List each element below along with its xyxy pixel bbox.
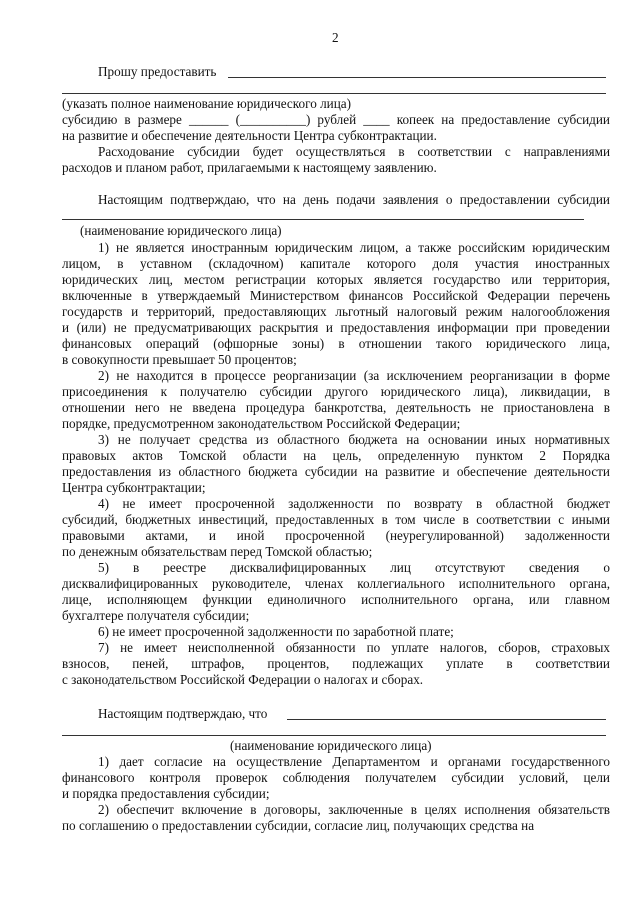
condition-1-line: 1) дает согласие на осуществление Департаментом и органами государственного [98, 754, 610, 769]
confirm1-note: (наименование юридического лица) [80, 223, 282, 238]
request-purpose-line: на развитие и обеспечение деятельности Центра субконтрактации. [62, 128, 437, 143]
condition-1-line: и (или) не предусматривающих раскрытия и предоставления информации при проведении [62, 320, 610, 335]
confirm1-blank [62, 219, 584, 220]
condition-1-line: финансового контроля проверок соблюдения получателем субсидии условий, цели [62, 770, 610, 785]
confirm2-blank [287, 719, 606, 720]
condition-4-line: по денежным обязательствам перед Томской областью; [62, 544, 373, 559]
request-amount-line: субсидию в размере ______ (__________) рублей ____ копеек на предоставление субсидии [62, 112, 610, 127]
confirm2-intro: Настоящим подтверждаю, что [98, 706, 268, 721]
condition-6-line: 6) не имеет просроченной задолженности по заработной плате; [98, 624, 454, 639]
condition-5-line: дисквалифицированных руководителе, членах коллегиального исполнительного органа, [62, 576, 610, 591]
condition-3-line: 3) не получает средства из областного бюджета на основании иных нормативных [98, 432, 610, 447]
condition-1-line: в совокупности превышает 50 процентов; [62, 352, 297, 367]
condition-1-line: государств и территорий, предоставляющих льготный налоговый режим налогообложения [62, 304, 610, 319]
condition-5-line: лице, исполняющем функции единоличного исполнительного органа, или главном [62, 592, 610, 607]
confirm2-note: (наименование юридического лица) [230, 738, 432, 753]
condition-2-line: порядке, предусмотренном законодательством Российской Федерации; [62, 416, 461, 431]
request-blank [228, 77, 606, 78]
condition-4-line: субсидий, бюджетных инвестиций, предоставленных в том числе в соответствии с иными [62, 512, 610, 527]
condition-2-line: 2) обеспечит включение в договоры, заключенные в целях исполнения обязательств [98, 802, 610, 817]
condition-1-line: 1) не является иностранным юридическим лицом, а также российским юридическим [98, 240, 610, 255]
condition-2-line: отношении него не введена процедура банкротства, деятельность не приостановлена в [62, 400, 610, 415]
page-number: 2 [332, 30, 339, 45]
condition-1-line: включенные в утверждаемый Министерством финансов Российской Федерации перечень [62, 288, 610, 303]
condition-7-line: 7) не имеет неисполненной обязанности по уплате налогов, сборов, страховых [98, 640, 610, 655]
condition-3-line: Центра субконтрактации; [62, 480, 206, 495]
condition-1-line: финансовых операций (офшорные зоны) в отношении такого юридического лица, [62, 336, 610, 351]
condition-7-line: взносов, пеней, штрафов, процентов, подлежащих уплате в соответствии [62, 656, 610, 671]
request-blank-2 [62, 93, 606, 94]
condition-1-line: лицом, в уставном (складочном) капитале которого доля участия иностранных [62, 256, 610, 271]
request-note: (указать полное наименование юридического лица) [62, 96, 352, 111]
condition-2-line: 2) не находится в процессе реорганизации (за исключением реорганизации в форме [98, 368, 610, 383]
expenses-line-1: Расходование субсидии будет осуществляться в соответствии с направлениями [98, 144, 610, 159]
condition-4-line: правовыми актами, и иной просроченной (неурегулированной) задолженности [62, 528, 610, 543]
condition-5-line: 5) в реестре дисквалифицированных лиц отсутствуют сведения о [98, 560, 610, 575]
confirm1-intro: Настоящим подтверждаю, что на день подачи заявления о предоставлении субсидии [98, 192, 610, 207]
condition-3-line: предоставления из областного бюджета субсидии на развитие и обеспечение деятельности [62, 464, 610, 479]
condition-2-line: по соглашению о предоставлении субсидии, согласие лиц, получающих средства на [62, 818, 535, 833]
condition-4-line: 4) не имеет просроченной задолженности по возврату в областной бюджет [98, 496, 610, 511]
expenses-line-2: расходов и планом работ, прилагаемыми к настоящему заявлению. [62, 160, 437, 175]
condition-3-line: правовых актов Томской области на цель, определенную пунктом 2 Порядка [62, 448, 610, 463]
request-label: Прошу предоставить [98, 64, 217, 79]
condition-1-line: юридических лиц, местом регистрации которых является государство или территория, [62, 272, 610, 287]
condition-1-line: и порядка предоставления субсидии; [62, 786, 270, 801]
condition-2-line: присоединения к получателю субсидии другого юридического лица), ликвидации, в [62, 384, 610, 399]
condition-5-line: бухгалтере получателя субсидии; [62, 608, 250, 623]
condition-7-line: с законодательством Российской Федерации о налогах и сборах. [62, 672, 424, 687]
confirm2-blank-2 [62, 735, 606, 736]
